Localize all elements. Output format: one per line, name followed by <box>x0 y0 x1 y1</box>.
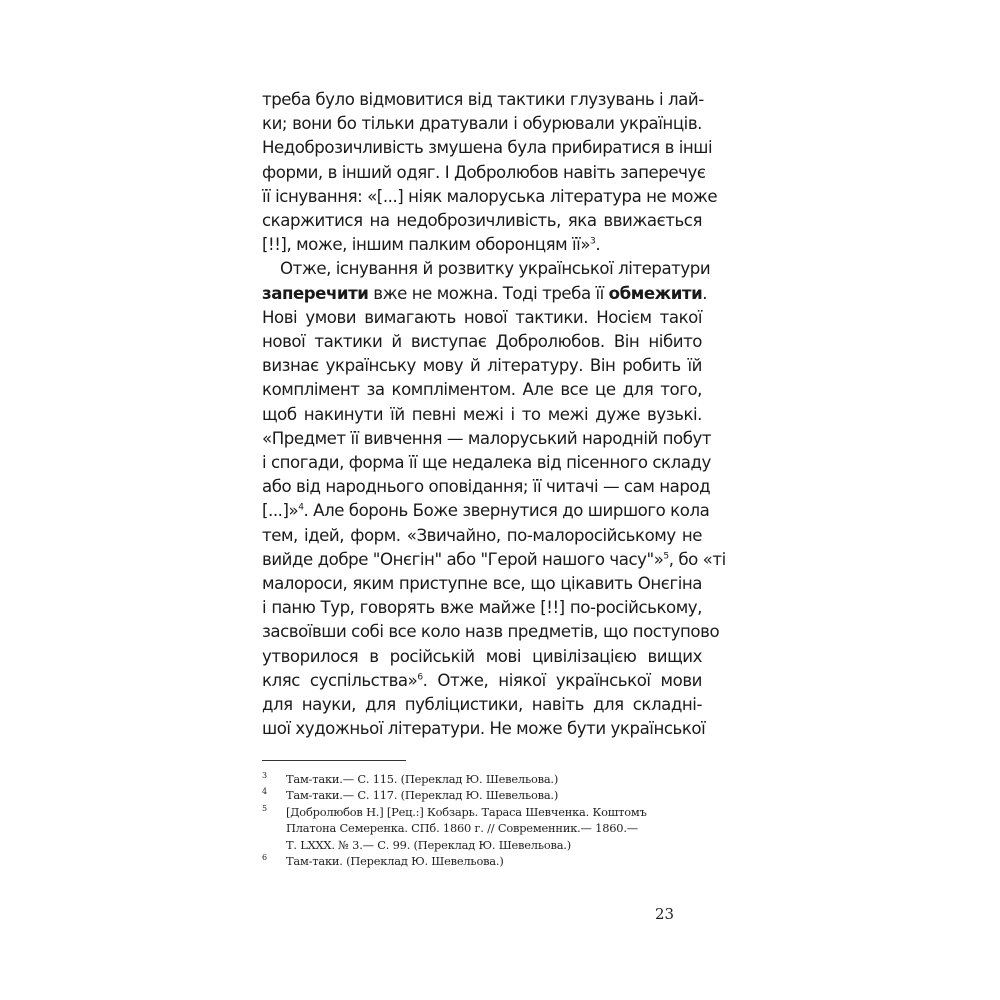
footnote-item <box>262 804 702 853</box>
text-line: і паню Тур, говорять вже майже [!!] по-російському, <box>262 598 702 618</box>
footnote-ref[interactable]: 5 <box>663 551 669 562</box>
footnote-text: Т. LXXX. № 3.— С. 99. (Переклад Ю. Шевельова.) <box>286 837 571 852</box>
text-line <box>262 669 702 693</box>
footnote-item <box>262 787 702 803</box>
page-number: 23 <box>655 905 675 923</box>
text-line: нової тактики й виступає Добролюбов. Він нібито <box>262 332 702 352</box>
text-line-content: [!!], може, іншим палким оборонцям її» <box>262 235 591 255</box>
paragraph-2 <box>262 257 726 741</box>
footnote-item <box>262 853 702 869</box>
text-line: і спогади, форма її ще недалека від пісенного складу <box>262 453 711 473</box>
text-line: малороси, яким приступне все, що цікавить Онєгіна <box>262 574 702 594</box>
footnote-text: Платона Семеренка. СПб. 1860 г. // Современник.— 1860.— <box>286 821 638 836</box>
footnote-number: 5 <box>262 803 267 813</box>
text-line: шої художньої літератури. Не може бути української <box>262 719 706 739</box>
text-line <box>262 282 708 306</box>
text-line: треба було відмовитися від тактики глузувань і лай- <box>262 90 704 109</box>
text-line: «Предмет її вивчення — малоруський народній побут <box>262 428 712 448</box>
text-line: форми, в інший одяг. І Добролюбов навіть заперечує <box>262 162 706 182</box>
footnote-text: [Добролюбов Н.] [Рец.:] Кобзарь. Тараса Шевченка. Коштомъ <box>286 804 647 819</box>
footnote-divider <box>262 760 406 761</box>
text-line <box>262 499 710 523</box>
text-fragment: . Але боронь Боже звернутися до ширшого кола <box>303 501 710 521</box>
text-fragment: . <box>702 283 708 303</box>
text-fragment: кляс суспільства» <box>262 670 418 690</box>
text-line: засвоївши собі все коло назв предметів, що поступово <box>262 622 720 642</box>
text-fragment: , бо «ті <box>668 549 726 569</box>
footnotes <box>262 771 702 869</box>
footnote-text: Там-таки.— С. 117. (Переклад Ю. Шевельова.) <box>286 788 559 803</box>
page-body <box>262 88 726 741</box>
text-line: утворилося в російській мові цивілізацією вищих <box>262 646 702 666</box>
text-line: комплімент за компліментом. Але все це для того, <box>262 380 702 400</box>
text-line: тем, ідей, форм. «Звичайно, по-малоросійському не <box>262 525 702 545</box>
footnote-text: Там-таки. (Переклад Ю. Шевельова.) <box>286 854 504 869</box>
footnote-number: 3 <box>262 771 267 780</box>
footnote-ref[interactable]: 4 <box>298 502 304 513</box>
text-fragment: вже не можна. Тоді треба її <box>368 283 609 303</box>
text-line: скаржитися на недоброзичливість, яка ввижається <box>262 211 702 231</box>
paragraph-1 <box>262 88 718 257</box>
emphasis-deny: заперечити <box>262 283 369 303</box>
footnote-item <box>262 771 702 787</box>
text-fragment: вийде добре "Онєгін" або "Герой нашого часу"» <box>262 549 664 569</box>
footnote-number: 6 <box>262 853 267 863</box>
period: . <box>595 235 601 255</box>
text-line: Отже, існування й розвитку української літератури <box>280 259 711 279</box>
text-line <box>262 548 726 572</box>
footnote-text: Там-таки.— С. 115. (Переклад Ю. Шевельова.) <box>286 772 559 786</box>
text-fragment: [...]» <box>262 501 299 521</box>
text-line: Недоброзичливість змушена була прибиратися в інші <box>262 138 713 158</box>
emphasis-limit: обмежити <box>608 283 703 303</box>
text-line: визнає українську мову й літературу. Він робить їй <box>262 356 702 376</box>
main-text <box>262 88 726 741</box>
footnote-ref[interactable]: 3 <box>590 236 596 247</box>
text-line: для науки, для публіцистики, навіть для складні- <box>262 695 702 715</box>
text-line: ки; вони бо тільки дратували і обурювали українців. <box>262 114 702 134</box>
text-line: або від народнього оповідання; її читачі — сам народ <box>262 477 711 497</box>
footnote-ref[interactable]: 6 <box>417 672 423 683</box>
text-line: Нові умови вимагають нової тактики. Носієм такої <box>262 307 702 327</box>
text-line: щоб накинути їй певні межі і то межі дуже вузькі. <box>262 404 702 424</box>
text-fragment: . Отже, ніякої української мови <box>422 670 702 690</box>
text-line: її існування: «[...] ніяк малоруська література не може <box>262 186 718 206</box>
footnote-number: 4 <box>262 787 267 797</box>
text-line <box>262 233 702 257</box>
